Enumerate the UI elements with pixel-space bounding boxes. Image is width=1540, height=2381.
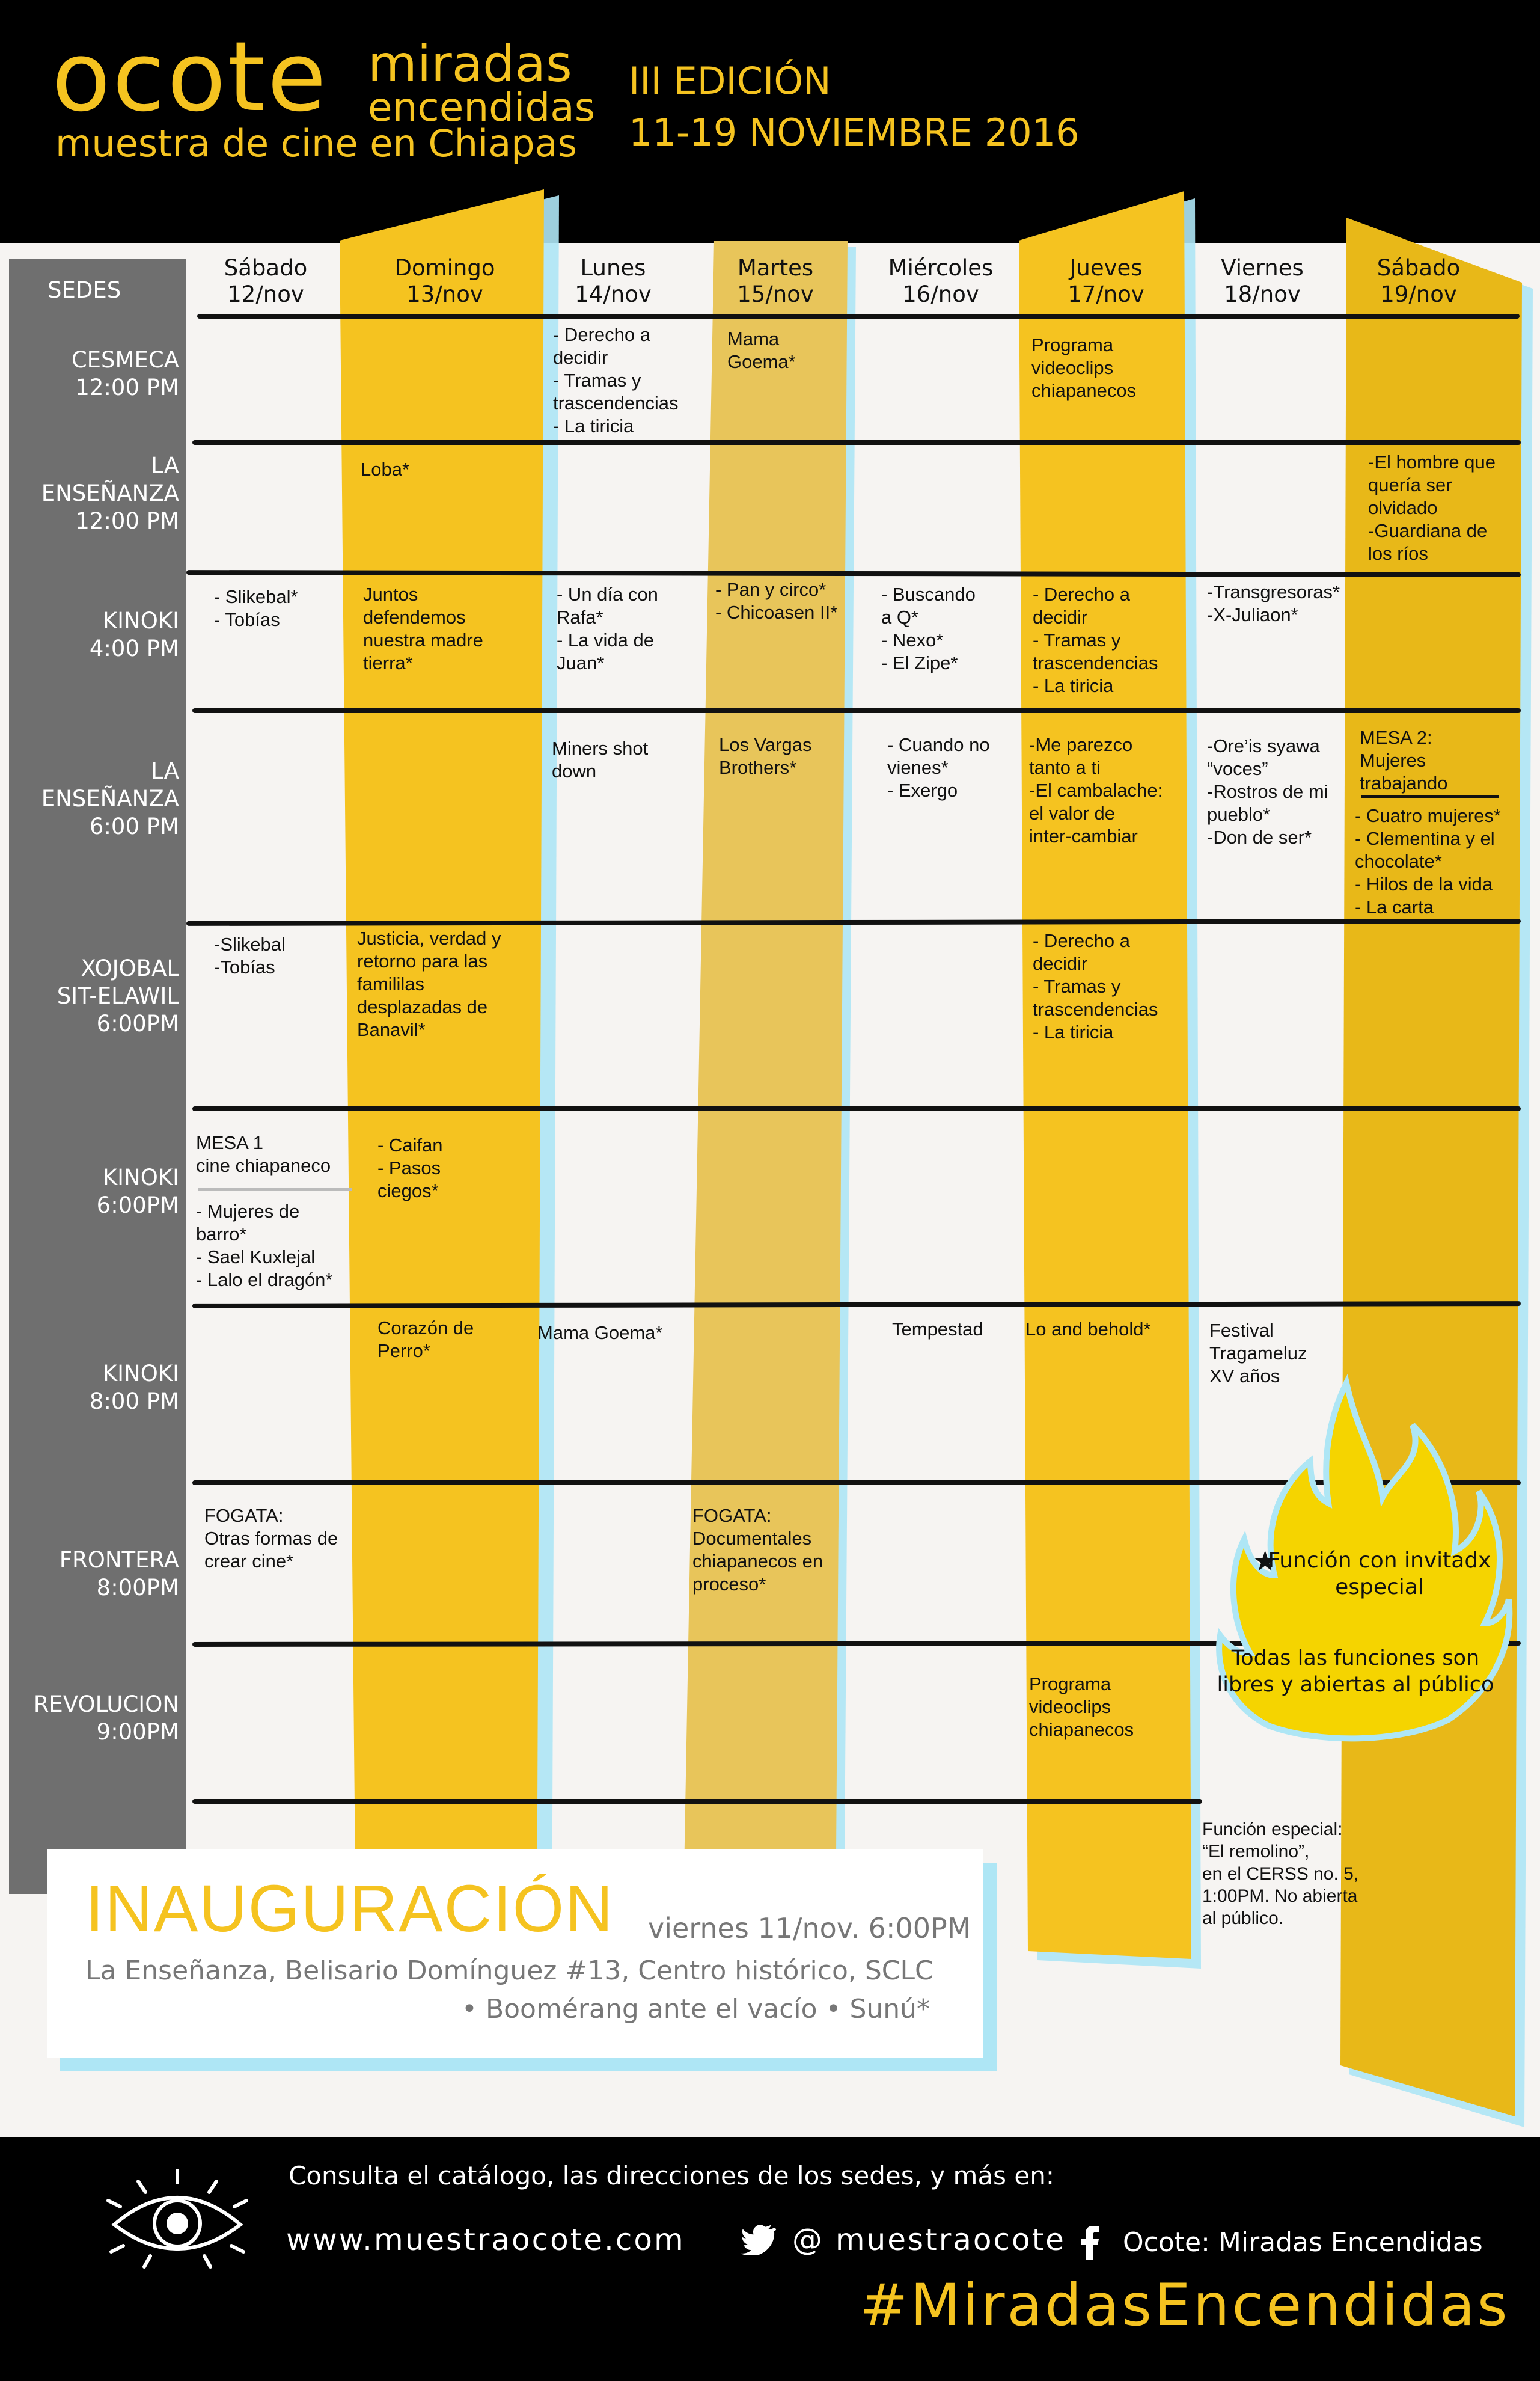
screening-cell: Mama Goema* <box>727 328 796 372</box>
screening-cell: - Buscando a Q* - Nexo* - El Zipe* <box>881 584 976 673</box>
sedes-label: SEDES <box>47 277 121 303</box>
screening-cell: Miners shot down <box>552 738 649 782</box>
screening-cell: - Un día con Rafa* - La vida de Juan* <box>557 584 658 673</box>
mesa-2-heading: MESA 2: Mujeres trabajando <box>1360 727 1448 794</box>
day-header-jue17 <box>1034 255 1178 308</box>
streak-domingo <box>340 189 544 1957</box>
day-name: Miércoles <box>888 255 994 281</box>
legend-guest: Función con invitadx especial <box>1268 1548 1491 1599</box>
row-divider <box>192 1799 1202 1804</box>
day-header-vie18 <box>1196 255 1328 308</box>
header-rule <box>197 314 1520 319</box>
screening-cell: Lo and behold* <box>1025 1319 1151 1340</box>
edition-label: III EDICIÓN <box>629 59 831 103</box>
day-name: Domingo <box>394 255 495 281</box>
screening-cell: -Slikebal -Tobías <box>214 934 286 978</box>
day-name: Viernes <box>1221 255 1304 281</box>
legend-free: Todas las funciones son libres y abiertas al público <box>1217 1646 1494 1697</box>
festival-dates: 11-19 NOVIEMBRE 2016 <box>629 111 1080 155</box>
day-name: Lunes <box>580 255 646 281</box>
venue-kinoki-8pm: KINOKI 8:00 PM <box>89 1361 179 1414</box>
day-name: Martes <box>737 255 814 281</box>
day-date: 18/nov <box>1224 281 1301 307</box>
screening-cell: - Cuatro mujeres* - Clementina y el chocolate* - Hilos de la vida - La carta <box>1355 805 1501 918</box>
day-header-lun14 <box>547 255 679 308</box>
day-date: 12/nov <box>227 281 304 307</box>
row-divider <box>192 708 1521 713</box>
divider <box>198 1188 352 1191</box>
day-date: 17/nov <box>1068 281 1144 307</box>
inauguracion-datetime: viernes 11/nov. 6:00PM <box>648 1912 971 1944</box>
screening-cell: -Transgresoras* -X-Juliaon* <box>1207 581 1340 625</box>
tagline: muestra de cine en Chiapas <box>55 121 577 165</box>
streak-martes <box>683 241 848 1939</box>
screening-cell: - Pan y circo* - Chicoasen II* <box>715 579 838 623</box>
star-icon: ★ <box>1253 1545 1278 1577</box>
day-header-mie16 <box>872 255 1010 308</box>
screening-cell: - Cuando no vienes* - Exergo <box>887 734 990 801</box>
day-date: 13/nov <box>406 281 483 307</box>
day-name: Jueves <box>1069 255 1143 281</box>
day-date: 19/nov <box>1380 281 1457 307</box>
row-divider <box>192 440 1521 445</box>
inauguracion-address: La Enseñanza, Belisario Domínguez #13, Centro histórico, SCLC <box>85 1955 933 1986</box>
venue-kinoki-4pm: KINOKI 4:00 PM <box>89 608 179 661</box>
screening-cell: Juntos defendemos nuestra madre tierra* <box>363 584 483 673</box>
venue-la-ensenanza-noon: LA ENSEÑANZA 12:00 PM <box>41 453 179 534</box>
screening-cell: Mama Goema* <box>537 1322 663 1343</box>
screening-cell: -Ore’is syawa “voces” -Rostros de mi pueblo* -Don de ser* <box>1207 735 1328 848</box>
venue-kinoki-6pm: KINOKI 6:00PM <box>96 1165 179 1218</box>
day-date: 15/nov <box>737 281 814 307</box>
screening-cell: Tempestad <box>892 1319 983 1340</box>
inauguracion-box <box>47 1849 983 2058</box>
inauguracion-films: • Boomérang ante el vacío • Sunú* <box>462 1994 930 2024</box>
day-date: 14/nov <box>575 281 652 307</box>
facebook-page[interactable]: Ocote: Miradas Encendidas <box>1123 2227 1483 2258</box>
brand-miradas: miradas <box>368 34 572 93</box>
twitter-handle[interactable]: @ muestraocote <box>792 2222 1066 2257</box>
screening-cell: - Derecho a decidir - Tramas y trascendencias - La tiricia <box>1033 930 1158 1043</box>
hashtag: #MiradasEncendidas <box>860 2272 1510 2339</box>
brand-encendidas: encendidas <box>368 84 596 130</box>
special-screening-note: Función especial: “El remolino”, en el CERSS no. 5, 1:00PM. No abierta al público. <box>1202 1819 1359 1928</box>
screening-cell: Justicia, verdad y retorno para las famililas desplazadas de Banavil* <box>357 928 501 1040</box>
screening-cell: Programa videoclips chiapanecos <box>1029 1673 1134 1740</box>
facebook-icon[interactable] <box>1076 2226 1105 2260</box>
mesa-1-heading: MESA 1 cine chiapaneco <box>196 1132 331 1176</box>
screening-cell: FOGATA: Documentales chiapanecos en proceso* <box>692 1505 823 1595</box>
screening-cell: -El hombre que quería ser olvidado -Guardiana de los ríos <box>1368 452 1496 564</box>
twitter-bird-icon[interactable] <box>741 2225 777 2255</box>
eye-icon <box>96 2165 258 2279</box>
row-divider <box>192 1106 1521 1111</box>
venue-revolucion: REVOLUCION 9:00PM <box>33 1691 179 1745</box>
day-header-dom13 <box>373 255 517 308</box>
day-header-sab19 <box>1352 255 1485 308</box>
screening-cell: - Derecho a decidir - Tramas y trascendencias - La tiricia <box>1033 584 1158 696</box>
day-name: Sábado <box>1377 255 1461 281</box>
screening-cell: Los Vargas Brothers* <box>719 734 812 778</box>
screening-cell: -Me parezco tanto a ti -El cambalache: el valor de inter-cambiar <box>1029 734 1163 847</box>
footer-consulta: Consulta el catálogo, las direcciones de los sedes, y más en: <box>289 2161 1055 2190</box>
website-link[interactable]: www.muestraocote.com <box>286 2222 685 2257</box>
day-header-sab12 <box>200 255 332 308</box>
screening-cell: Corazón de Perro* <box>377 1317 474 1361</box>
venue-la-ensenanza-6pm: LA ENSEÑANZA 6:00 PM <box>41 758 179 839</box>
day-name: Sábado <box>224 255 308 281</box>
inauguracion-title: INAUGURACIÓN <box>85 1872 614 1946</box>
screening-cell: - Slikebal* - Tobías <box>214 586 298 630</box>
screening-cell: Programa videoclips chiapanecos <box>1031 334 1137 401</box>
screening-cell: - Caifan - Pasos ciegos* <box>377 1135 443 1201</box>
screening-cell: - Mujeres de barro* - Sael Kuxlejal - Lalo el dragón* <box>196 1201 333 1290</box>
screening-cell: Loba* <box>361 459 410 480</box>
venue-cesmeca: CESMECA 12:00 PM <box>71 347 179 400</box>
brand-title: ocote <box>52 20 328 133</box>
venue-frontera: FRONTERA 8:00PM <box>59 1547 179 1601</box>
divider <box>1361 795 1499 798</box>
screening-cell: - Derecho a decidir - Tramas y trascendencias - La tiricia <box>553 324 679 437</box>
day-header-mar15 <box>709 255 842 308</box>
day-date: 16/nov <box>902 281 979 307</box>
screening-cell: Festival Tragameluz XV años <box>1209 1320 1307 1387</box>
venue-xojobal: XOJOBAL SIT-ELAWIL 6:00PM <box>57 955 179 1037</box>
screening-cell: FOGATA: Otras formas de crear cine* <box>204 1505 338 1572</box>
